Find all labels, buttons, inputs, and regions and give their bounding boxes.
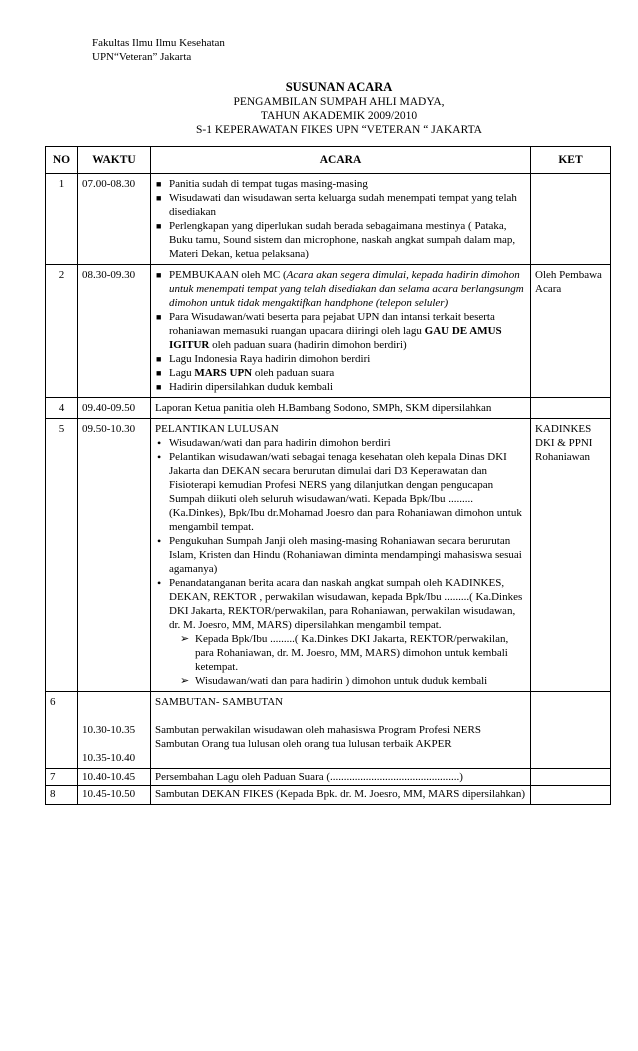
title-line-1: PENGAMBILAN SUMPAH AHLI MADYA, [233, 96, 445, 108]
faculty-name: Fakultas Ilmu Ilmu Kesehatan [92, 37, 225, 49]
sub-list-item: ➢ Wisudawan/wati dan para hadirin ) dimohon untuk duduk kembali [179, 674, 526, 688]
row-no: 4 [46, 398, 78, 419]
list-item: ■ Perlengkapan yang diperlukan sudah berada sebagaimana mestinya ( Pataka, Buku tamu, Sound sistem dan microphone, naskah angkat sumpah dalam map, Materi Dekan, ketua pelaksana) [155, 219, 526, 261]
row-ket [531, 769, 611, 786]
row-event [151, 419, 531, 692]
row-time: 08.30-09.30 [78, 265, 151, 398]
list-item: ■ Lagu Indonesia Raya hadirin dimohon berdiri [155, 352, 526, 366]
section-heading: SAMBUTAN- SAMBUTAN [155, 696, 284, 708]
list-item: • Wisudawan/wati dan para hadirin dimohon berdiri [155, 436, 526, 450]
table-row [46, 786, 611, 805]
row-time: 10.40-10.45 [78, 769, 151, 786]
row-no: 7 [46, 769, 78, 786]
row-ket [531, 786, 611, 805]
speech-item: Sambutan perwakilan wisudawan oleh mahasiswa Program Profesi NERS [155, 724, 481, 736]
sub-list-item: ➢ Kepada Bpk/Ibu .........( Ka.Dinkes DKI Jakarta, REKTOR/perwakilan, para Rohaniawan, dr. M. Joesro, MM, MARS) dimohon untuk kembali ketempat. [179, 632, 526, 674]
row-event [151, 692, 531, 769]
row-ket [531, 174, 611, 265]
col-header-ket: KET [531, 147, 611, 174]
row-time: 10.45-10.50 [78, 786, 151, 805]
university-name: UPN“Veteran” Jakarta [92, 51, 192, 63]
opening-announcement: Acara akan segera dimulai, kepada hadirin dimohon untuk menempati tempat yang telah disediakan dan selama acara berlangsungm dimohon untuk tidak mengaktifkan handphone (telepon seluler) [169, 269, 524, 309]
row-no: 8 [46, 786, 78, 805]
col-header-no: NO [46, 147, 78, 174]
row-event [151, 174, 531, 265]
row-no: 2 [46, 265, 78, 398]
document-title: SUSUNAN ACARA [285, 80, 393, 94]
document-header [92, 36, 225, 64]
table-row [46, 398, 611, 419]
row-no: 6 [46, 692, 78, 769]
title-block [0, 80, 638, 137]
row-ket [531, 692, 611, 769]
song-title: GAU DE AMUS IGITUR [169, 325, 502, 351]
row-time: 09.50-10.30 [78, 419, 151, 692]
list-item: • Penandatanganan berita acara dan naskah angkat sumpah oleh KADINKES, DEKAN, REKTOR , perwakilan wisudawan, kepada Bpk/Ibu .........( Ka.Dinkes DKI Jakarta, REKTOR/perwakilan, para Rohaniawan, perwakilan wisudawan, dr. M. Joesro, MM, MARS) dipersilahkan mengambil tempat. [155, 576, 526, 632]
opening-label: PEMBUKAAN oleh MC ( [169, 269, 287, 281]
table-row [46, 174, 611, 265]
title-line-3: S-1 KEPERAWATAN FIKES UPN “VETERAN “ JAKARTA [196, 124, 482, 136]
schedule-table [45, 146, 611, 805]
procession-note: oleh paduan suara (hadirin dimohon berdiri) [209, 339, 407, 351]
table-row [46, 419, 611, 692]
time-slot: 10.30-10.35 [82, 724, 136, 736]
row-ket [531, 398, 611, 419]
row-ket: KADINKES DKI & PPNI Rohaniawan [531, 419, 611, 692]
list-item [155, 310, 526, 352]
section-heading: PELANTIKAN LULUSAN [155, 423, 279, 435]
row-event: Persembahan Lagu oleh Paduan Suara (...............................................) [151, 769, 531, 786]
row-time [78, 692, 151, 769]
row-time: 09.40-09.50 [78, 398, 151, 419]
row-event [151, 265, 531, 398]
col-header-acara: ACARA [151, 147, 531, 174]
list-item: • Pelantikan wisudawan/wati sebagai tenaga kesehatan oleh kepala Dinas DKI Jakarta dan DEKAN secara berurutan dimulai dari D3 Keperawatan dan Fisioterapi kemudian Profesi NERS yang dilanjutkan dengan pengucapan Sumpah diikuti oleh seluruh wisudawan/wati. Kepada Bpk/Ibu .........(Ka.Dinkes), Bpk/Ibu dr.Mohamad Joesro dan para Rohaniawan dimohon untuk mengambil tempat. [155, 450, 526, 534]
table-row [46, 265, 611, 398]
row-no: 1 [46, 174, 78, 265]
song-prefix: Lagu [169, 367, 195, 379]
song-title: MARS UPN [194, 367, 253, 379]
col-header-waktu: WAKTU [78, 147, 151, 174]
list-item: ■ Wisudawati dan wisudawan serta keluarga sudah menempati tempat yang telah disediakan [155, 191, 526, 219]
table-row [46, 692, 611, 769]
row-ket: Oleh Pembawa Acara [531, 265, 611, 398]
list-item: • Pengukuhan Sumpah Janji oleh masing-masing Rohaniawan secara berurutan Islam, Kristen dan Hindu (Rohaniawan diminta mendampingi mahasiswa sesuai agamanya) [155, 534, 526, 576]
speech-item: Sambutan Orang tua lulusan oleh orang tua lulusan terbaik AKPER [155, 738, 452, 750]
list-item [155, 268, 526, 310]
list-item: ■ Panitia sudah di tempat tugas masing-masing [155, 177, 526, 191]
table-header-row [46, 147, 611, 174]
list-item [155, 366, 526, 380]
row-no: 5 [46, 419, 78, 692]
song-note: oleh paduan suara [252, 367, 335, 379]
table-row [46, 769, 611, 786]
row-event: Laporan Ketua panitia oleh H.Bambang Sodono, SMPh, SKM dipersilahkan [151, 398, 531, 419]
time-slot: 10.35-10.40 [82, 752, 136, 764]
row-event: Sambutan DEKAN FIKES (Kepada Bpk. dr. M. Joesro, MM, MARS dipersilahkan) [151, 786, 531, 805]
list-item: ■ Hadirin dipersilahkan duduk kembali [155, 380, 526, 394]
row-time: 07.00-08.30 [78, 174, 151, 265]
procession-text: Para Wisudawan/wati beserta para pejabat UPN dan intansi terkait beserta rohaniawan memasuki ruangan upacara diiringi oleh lagu [169, 311, 495, 337]
title-line-2: TAHUN AKADEMIK 2009/2010 [260, 110, 418, 122]
